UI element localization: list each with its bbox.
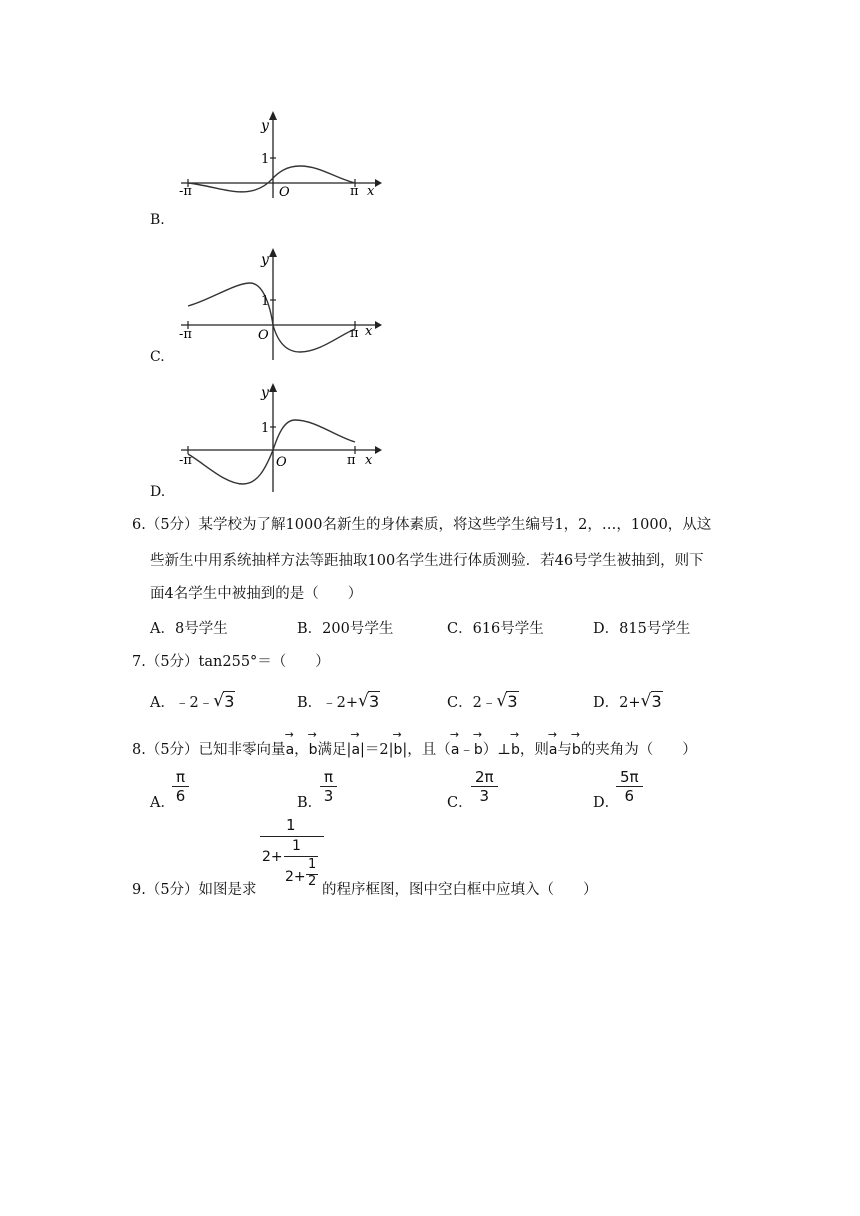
option-c-label: C. (150, 349, 165, 365)
q9-stem-suffix: 的程序框图，图中空白框中应填入（ ） (322, 882, 598, 898)
q6-option-a: A．8号学生 (150, 621, 228, 637)
graph-option-b (175, 108, 385, 200)
svg-text:O: O (279, 185, 290, 200)
svg-text:π: π (350, 326, 359, 341)
q8-option-c-label: C． (447, 795, 473, 811)
q7-option-c: C．2﹣ √ 3 (447, 691, 518, 711)
q6-option-d: D．815号学生 (593, 621, 691, 637)
svg-text:π: π (350, 184, 359, 199)
q7-option-d: D．2+ √ 3 (593, 691, 662, 711)
q8-stem: 8.（5分）已知非零向量→ a，→ b满足|→ a|＝2|→ b|，且（→ a﹣→ b）⊥→ b，则→ a与→ b的夹角为（ ） (132, 740, 697, 760)
q8-option-a-fraction: π 6 (172, 768, 189, 805)
y-axis-label: y (261, 118, 269, 134)
svg-text:x: x (367, 184, 375, 199)
option-d-label: D. (150, 484, 166, 500)
q8-option-d-label: D． (593, 795, 620, 811)
svg-text:O: O (258, 328, 269, 343)
svg-text:-π: -π (179, 184, 192, 199)
q7-option-a: A．﹣2﹣ √ 3 (150, 691, 235, 711)
svg-text:1: 1 (261, 294, 270, 309)
q6-option-c: C．616号学生 (447, 621, 544, 637)
q7-stem: 7.（5分）tan255°＝（ ） (132, 654, 330, 670)
graph-option-c (175, 245, 385, 365)
q8-option-a-label: A． (150, 795, 175, 811)
svg-text:x: x (365, 324, 373, 339)
svg-text:-π: -π (179, 453, 192, 468)
svg-text:x: x (365, 453, 373, 468)
svg-text:y: y (261, 385, 269, 401)
sqrt-symbol: √ 3 (496, 691, 518, 711)
q6-stem-line3: 面4名学生中被抽到的是（ ） (150, 586, 363, 602)
q8-option-b-label: B． (297, 795, 323, 811)
q8-option-c-fraction: 2π 3 (471, 768, 498, 805)
svg-text:O: O (276, 455, 287, 470)
sqrt-symbol: √ 3 (640, 691, 662, 711)
svg-text:1: 1 (261, 421, 270, 436)
q6-option-b: B．200号学生 (297, 621, 394, 637)
q9-stem-prefix: 9.（5分）如图是求 (132, 882, 257, 898)
svg-text:-π: -π (179, 327, 192, 342)
q6-stem-line2: 些新生中用系统抽样方法等距抽取100名学生进行体质测验．若46号学生被抽到，则下 (150, 553, 704, 569)
q7-option-b: B．﹣2+ √ 3 (297, 691, 380, 711)
q8-option-b-fraction: π 3 (320, 768, 337, 805)
option-b-label: B. (150, 212, 165, 228)
graph-option-d (175, 380, 385, 495)
sqrt-symbol: √ 3 (358, 691, 380, 711)
q6-stem-line1: 6.（5分）某学校为了解1000名新生的身体素质，将这些学生编号1，2，…，1000，从这 (132, 517, 712, 533)
svg-text:1: 1 (261, 152, 270, 167)
svg-text:π: π (347, 453, 356, 468)
continued-fraction: 1 2+ 1 2+ 1 2 (258, 816, 328, 886)
sqrt-symbol: √ 3 (213, 691, 235, 711)
q8-option-d-fraction: 5π 6 (616, 768, 643, 805)
svg-text:y: y (261, 252, 269, 268)
